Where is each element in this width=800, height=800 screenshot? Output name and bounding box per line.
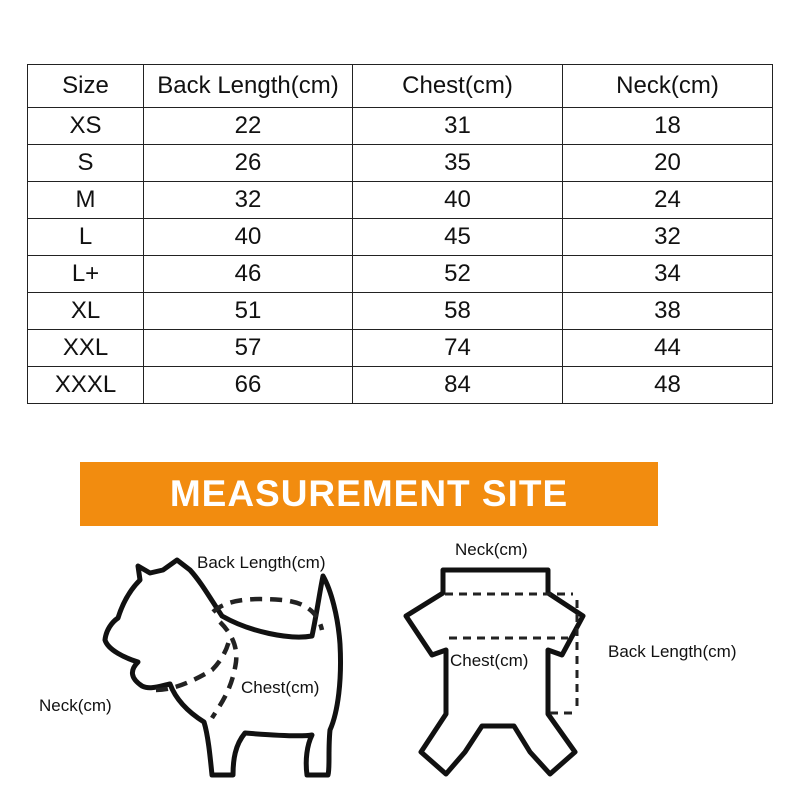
cell-neck: 18 — [563, 108, 773, 145]
cell-neck: 20 — [563, 145, 773, 182]
dog-chest-line — [212, 622, 236, 718]
cell-neck: 38 — [563, 293, 773, 330]
garment-back-length-label: Back Length(cm) — [608, 642, 737, 661]
cell-size: XS — [28, 108, 144, 145]
garment-outline-icon — [406, 570, 583, 774]
dog-chest-label: Chest(cm) — [241, 678, 320, 697]
cell-chest: 40 — [353, 182, 563, 219]
cell-chest: 31 — [353, 108, 563, 145]
dog-outline-icon — [105, 560, 341, 775]
cell-back-length: 57 — [144, 330, 353, 367]
header-back-length: Back Length(cm) — [144, 65, 353, 108]
header-neck: Neck(cm) — [563, 65, 773, 108]
cell-back-length: 22 — [144, 108, 353, 145]
cell-size: L+ — [28, 256, 144, 293]
dog-back-length-label: Back Length(cm) — [197, 553, 326, 572]
cell-neck: 34 — [563, 256, 773, 293]
cell-size: M — [28, 182, 144, 219]
cell-chest: 52 — [353, 256, 563, 293]
cell-chest: 45 — [353, 219, 563, 256]
cell-neck: 24 — [563, 182, 773, 219]
cell-chest: 84 — [353, 367, 563, 404]
cell-chest: 35 — [353, 145, 563, 182]
cell-chest: 74 — [353, 330, 563, 367]
cell-neck: 32 — [563, 219, 773, 256]
cell-back-length: 40 — [144, 219, 353, 256]
cell-size: S — [28, 145, 144, 182]
dog-neck-label: Neck(cm) — [39, 696, 112, 715]
cell-back-length: 51 — [144, 293, 353, 330]
dog-neck-line — [156, 636, 230, 690]
dog-back-length-line — [213, 599, 322, 630]
cell-size: XXXL — [28, 367, 144, 404]
header-size: Size — [28, 65, 144, 108]
cell-neck: 44 — [563, 330, 773, 367]
cell-size: XL — [28, 293, 144, 330]
cell-back-length: 32 — [144, 182, 353, 219]
cell-size: L — [28, 219, 144, 256]
header-chest: Chest(cm) — [353, 65, 563, 108]
garment-chest-label: Chest(cm) — [450, 651, 529, 670]
cell-chest: 58 — [353, 293, 563, 330]
cell-back-length: 26 — [144, 145, 353, 182]
cell-back-length: 46 — [144, 256, 353, 293]
garment-neck-label: Neck(cm) — [455, 540, 528, 559]
cell-back-length: 66 — [144, 367, 353, 404]
cell-neck: 48 — [563, 367, 773, 404]
measurement-site-banner: MEASUREMENT SITE — [80, 462, 658, 526]
cell-size: XXL — [28, 330, 144, 367]
